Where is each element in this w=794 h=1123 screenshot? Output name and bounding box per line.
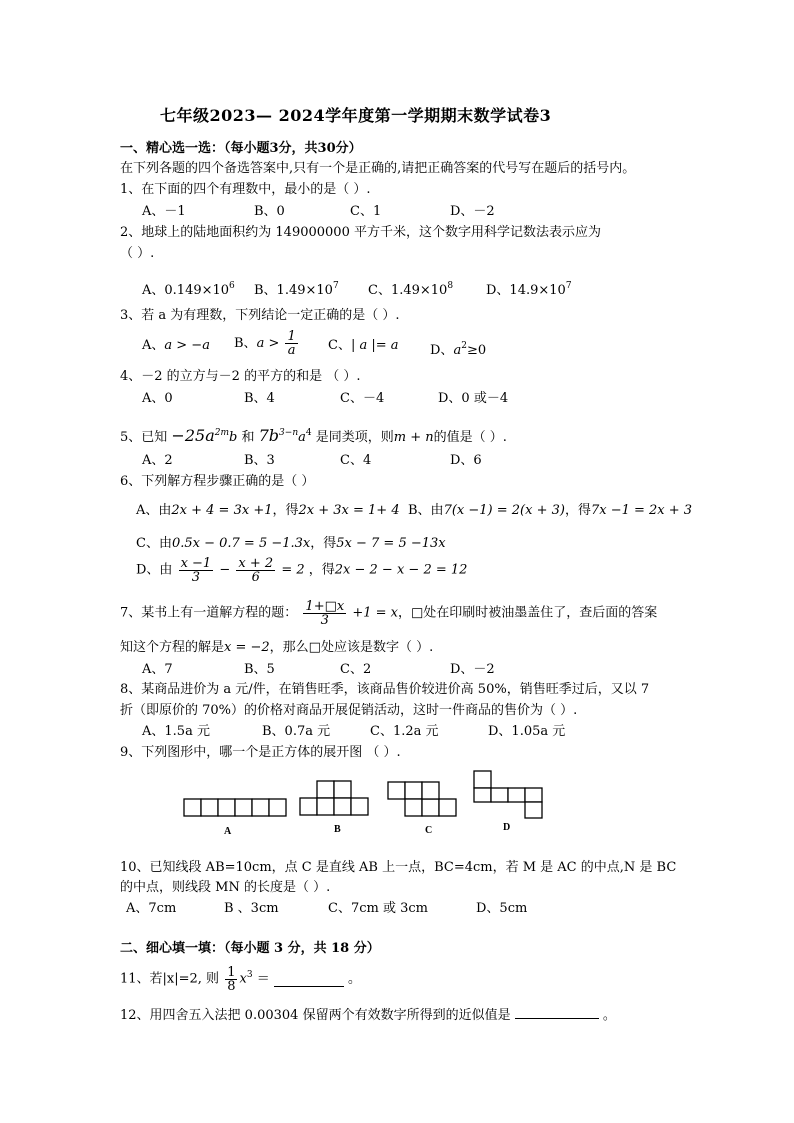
q10-option-c: C、7cm 或 3cm bbox=[328, 901, 428, 916]
q6-option-b: B、由7(x −1) = 2(x + 3)，得7x −1 = 2x + 3 bbox=[408, 503, 693, 518]
q8-option-a: A、1.5a 元 bbox=[142, 724, 210, 739]
section1-instruction: 在下列各题的四个备选答案中,只有一个是正确的,请把正确答案的代号写在题后的括号内。 bbox=[120, 161, 636, 176]
q2-stem-cont: （ ）. bbox=[120, 246, 155, 261]
q10-option-b: B 、3cm bbox=[224, 901, 279, 916]
q3-option-c: C、| a |= a bbox=[328, 338, 399, 353]
page-title: 七年级2023— 2024学年度第一学期期末数学试卷3 bbox=[160, 106, 552, 125]
q4-option-d: D、0 或－4 bbox=[438, 391, 509, 406]
q4-option-b: B、4 bbox=[244, 391, 275, 406]
q2-option-d: D、$14.9\times 10^7$ bbox=[486, 281, 572, 298]
q2-stem: 2、地球上的陆地面积约为 149000000 平方千米，这个数字用科学记数法表示应为 bbox=[120, 225, 601, 240]
q4-stem: 4、－2 的立方与－2 的平方的和是 （ ）. bbox=[120, 369, 361, 384]
q10-stem-cont: 的中点，则线段 MN 的长度是（ ）. bbox=[120, 880, 331, 895]
q8-stem: 8、某商品进价为 a 元/件，在销售旺季，该商品售价较进价高 50%，销售旺季过后，又以 7 bbox=[120, 682, 650, 697]
q2-option-c: C、$1.49\times 10^8$ bbox=[368, 281, 454, 298]
net-d bbox=[474, 771, 542, 818]
q1-option-a: A、－1 bbox=[142, 204, 186, 219]
q5-option-c: C、4 bbox=[340, 453, 372, 468]
q1-stem: 1、在下面的四个有理数中，最小的是（ ）. bbox=[120, 182, 371, 197]
q3-option-b: B、a > $\frac{1}{a}$ bbox=[234, 329, 296, 358]
q5-option-b: B、3 bbox=[244, 453, 275, 468]
q2-option-b: B、$1.49\times 10^7$ bbox=[254, 281, 339, 298]
net-b-label: B bbox=[334, 824, 341, 835]
net-d-label: D bbox=[503, 822, 511, 833]
section2-heading: 二、细心填一填：（每小题 3 分，共 18 分） bbox=[120, 941, 380, 956]
q8-option-b: B、0.7a 元 bbox=[262, 724, 331, 739]
q8-stem-cont: 折（即原价的 70%）的价格对商品开展促销活动，这时一件商品的售价为（ ）. bbox=[120, 703, 578, 718]
q7-option-b: B、5 bbox=[244, 662, 275, 677]
q4-option-c: C、－4 bbox=[340, 391, 385, 406]
q1-option-d: D、－2 bbox=[450, 204, 495, 219]
q11-stem: 11、若|x|=2, 则 $\frac{1}{8}$ $x^3$ ＝ 。 bbox=[120, 965, 362, 994]
q5-option-d: D、6 bbox=[450, 453, 482, 468]
q5-option-a: A、2 bbox=[142, 453, 173, 468]
net-c bbox=[388, 782, 456, 816]
q11-answer-blank[interactable] bbox=[274, 972, 344, 987]
q3-option-a: A、a > −a bbox=[142, 338, 210, 353]
q7-option-c: C、2 bbox=[340, 662, 372, 677]
q4-option-a: A、0 bbox=[142, 391, 173, 406]
q6-option-d: D、由 $\frac{x -1}{3}$ − $\frac{x + 2}{6}$ = 2 ，得2x − 2 − x − 2 = 12 bbox=[136, 556, 468, 585]
q3-stem: 3、若 a 为有理数，下列结论一定正确的是（ ）. bbox=[120, 308, 400, 323]
q7-stem: 7、某书上有一道解方程的题： $\frac{1+□x}{3}$ +1 = x，□处在印刷时被油墨盖住了，查后面的答案 bbox=[120, 599, 658, 628]
q2-option-a: A、$0.149\times 10^6$ bbox=[142, 281, 235, 298]
q10-stem: 10、已知线段 AB=10cm，点 C 是直线 AB 上一点，BC=4cm，若 M 是 AC 的中点,N 是 BC bbox=[120, 860, 677, 875]
q10-option-a: A、7cm bbox=[126, 901, 177, 916]
q10-option-d: D、5cm bbox=[476, 901, 528, 916]
q1-option-c: C、1 bbox=[350, 204, 382, 219]
q12-stem: 12、用四舍五入法把 0.00304 保留两个有效数字所得到的近似值是 。 bbox=[120, 1004, 616, 1024]
q9-stem: 9、下列图形中，哪一个是正方体的展开图 （ ）. bbox=[120, 745, 401, 760]
q7-stem-cont: 知这个方程的解是x = −2，那么□处应该是数字（ ）. bbox=[120, 640, 434, 655]
q6-stem: 6、下列解方程步骤正确的是（ ） bbox=[120, 474, 315, 489]
q1-option-b: B、0 bbox=[254, 204, 285, 219]
q6-option-c: C、由0.5x − 0.7 = 5 −1.3x，得5x − 7 = 5 −13x bbox=[136, 536, 446, 551]
net-b bbox=[300, 781, 368, 815]
q6-option-a: A、由2x + 4 = 3x +1，得2x + 3x = 1+ 4 bbox=[136, 503, 400, 518]
net-c-label: C bbox=[425, 825, 433, 836]
q7-option-a: A、7 bbox=[142, 662, 173, 677]
q7-option-d: D、－2 bbox=[450, 662, 495, 677]
net-a bbox=[184, 799, 286, 816]
q8-option-c: C、1.2a 元 bbox=[370, 724, 439, 739]
q12-answer-blank[interactable] bbox=[515, 1004, 599, 1019]
q5-stem: 5、已知 $-25a^{2m}b$ 和 $7b^{3-n}a^4$ 是同类项，则m + n的值是（ ）. bbox=[120, 426, 507, 445]
q8-option-d: D、1.05a 元 bbox=[488, 724, 566, 739]
q3-option-d: D、$a^2\ge 0$ bbox=[430, 341, 487, 358]
net-a-label: A bbox=[224, 826, 232, 837]
section1-heading: 一、精心选一选：（每小题3分，共30分） bbox=[120, 141, 362, 156]
